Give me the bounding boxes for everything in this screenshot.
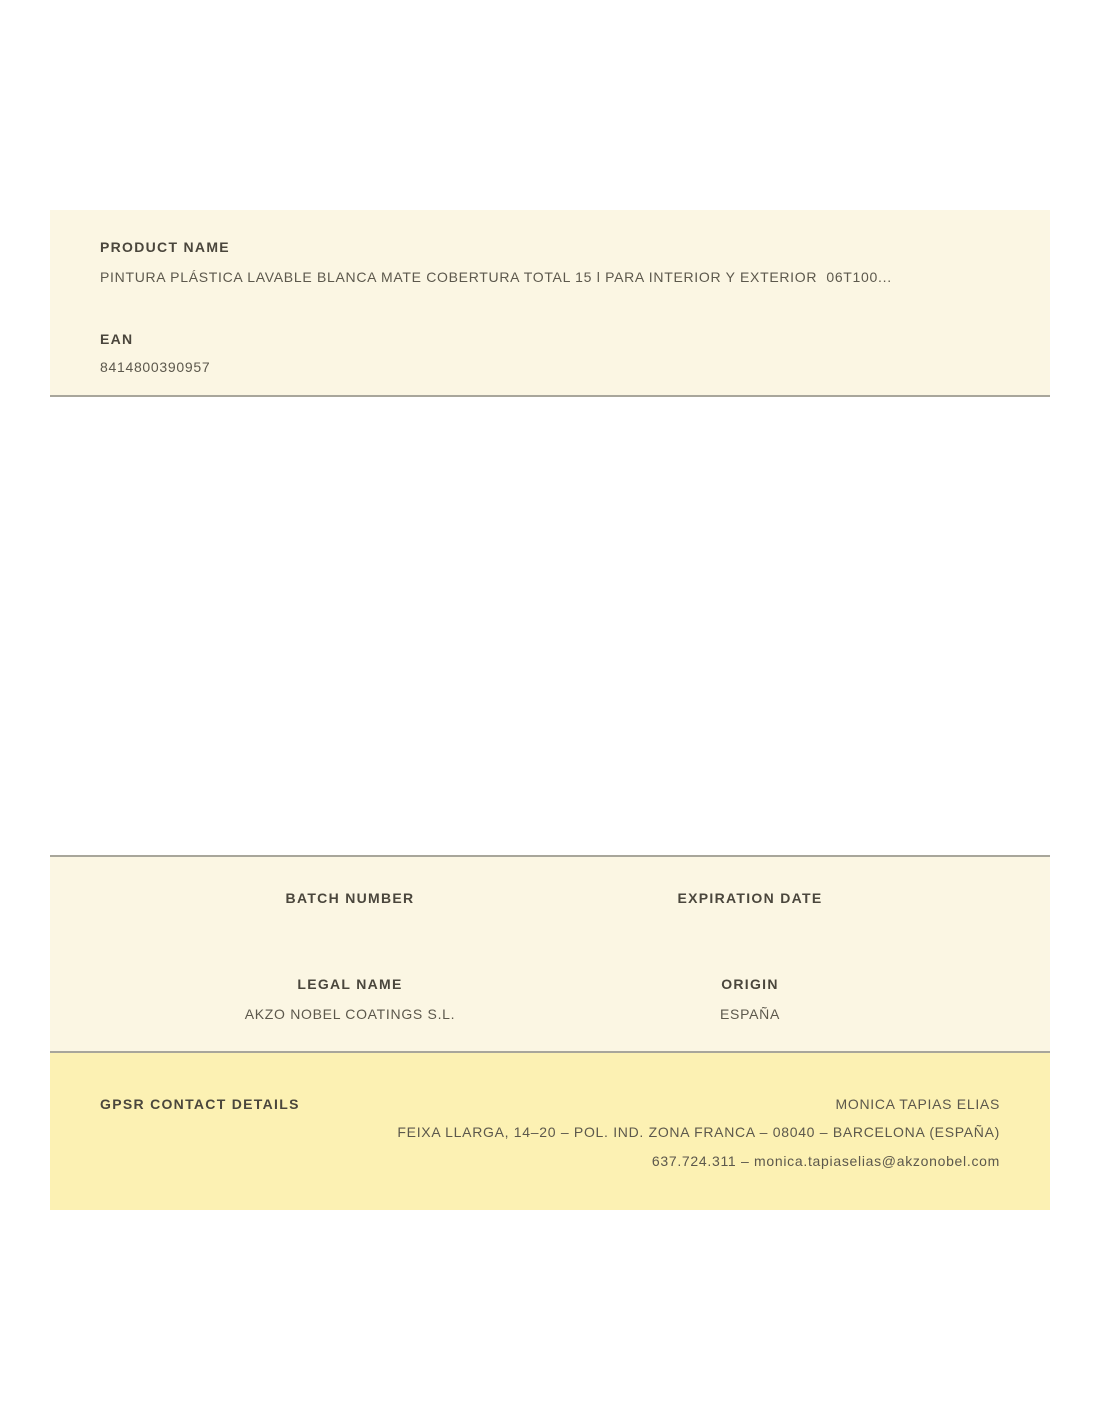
ean-value: 8414800390957 [100, 359, 211, 375]
gpsr-contact-name: MONICA TAPIAS ELIAS [835, 1096, 1000, 1112]
product-details-section [50, 855, 1050, 1053]
gpsr-contact-label: GPSR CONTACT DETAILS [100, 1096, 300, 1112]
gpsr-contact-phone-email: 637.724.311 – monica.tapiaselias@akzonobel.com [651, 1153, 1000, 1169]
expiration-date-label: EXPIRATION DATE [677, 890, 823, 906]
gpsr-contact-address: FEIXA LLARGA, 14–20 – POL. IND. ZONA FRANCA – 08040 – BARCELONA (ESPAÑA) [397, 1124, 1000, 1140]
batch-number-label: BATCH NUMBER [285, 890, 415, 906]
origin-label: ORIGIN [721, 976, 779, 992]
legal-name-value: AKZO NOBEL COATINGS S.L. [244, 1006, 456, 1022]
product-name-label: PRODUCT NAME [100, 239, 230, 255]
product-name-value: PINTURA PLÁSTICA LAVABLE BLANCA MATE COBERTURA TOTAL 15 l PARA INTERIOR Y EXTERIOR 06T100... [100, 269, 892, 285]
gpsr-contact-section [50, 1053, 1050, 1210]
legal-name-label: LEGAL NAME [297, 976, 403, 992]
ean-label: EAN [100, 331, 134, 347]
origin-value: ESPAÑA [720, 1006, 780, 1022]
product-name-section [50, 210, 1050, 397]
